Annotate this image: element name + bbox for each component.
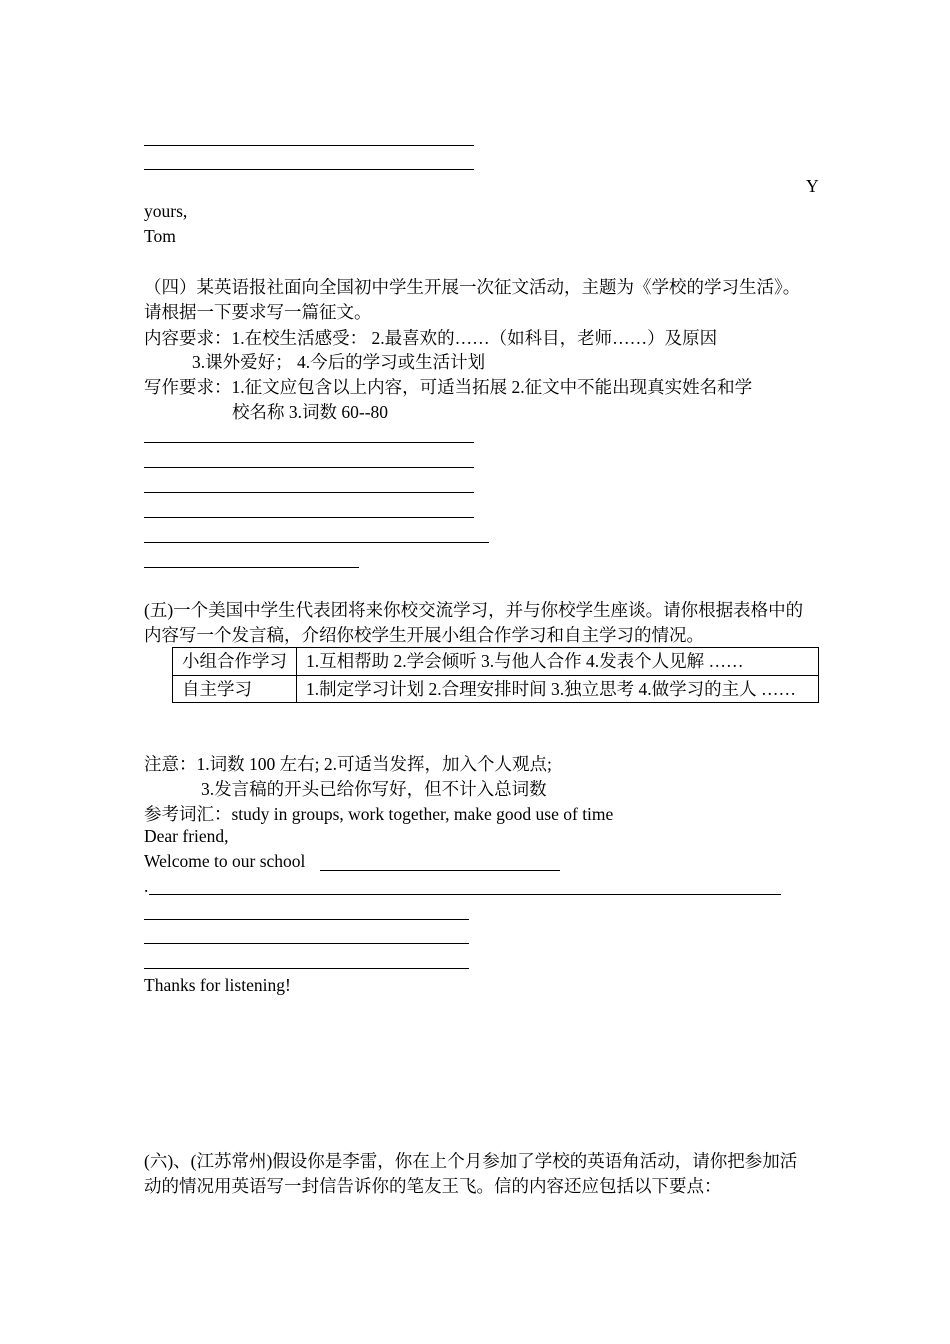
answer-line [320,870,560,871]
table-row [173,648,819,676]
section4-writing-req-2: 校名称 3.词数 60--80 [232,402,389,422]
answer-line [144,169,474,170]
answer-line [149,894,781,895]
section5-note-1: 注意：1.词数 100 左右; 2.可适当发挥，加入个人观点; [144,754,552,774]
table-cell-content: 1.互相帮助 2.学会倾听 3.与他人合作 4.发表个人见解 …… [297,648,819,676]
letter-closing-y: Y [806,176,819,196]
section5-period: . [144,876,149,896]
letter-closing-yours: yours, [144,201,188,221]
section5-intro: (五)一个美国中学生代表团将来你校交流学习，并与你校学生座谈。请你根据表格中的内容写一个发言稿，介绍你校学生开展小组合作学习和自主学习的情况。 [144,600,804,645]
section4-writing-req-1: 写作要求：1.征文应包含以上内容，可适当拓展 2.征文中不能出现真实姓名和学 [144,377,753,397]
answer-line [144,567,359,568]
section5-greeting: Dear friend, [144,826,229,846]
section5-note-2: 3.发言稿的开头已给你写好，但不计入总词数 [201,779,547,799]
answer-line [144,492,474,493]
answer-line [144,517,474,518]
table-cell-label: 小组合作学习 [173,648,297,676]
section4-content-req-1: 内容要求：1.在校生活感受： 2.最喜欢的……（如科目，老师……）及原因 [144,328,718,348]
answer-line [144,442,474,443]
answer-line [144,919,469,920]
section5-vocab: 参考词汇：study in groups, work together, make good use of time [144,804,614,824]
answer-line [144,467,474,468]
table-row [173,675,819,703]
section4-content-req-2: 3.课外爱好； 4.今后的学习或生活计划 [192,352,486,372]
section6-intro: (六)、(江苏常州)假设你是李雷，你在上个月参加了学校的英语角活动，请你把参加活动的情况用英语写一封信告诉你的笔友王飞。信的内容还应包括以下要点： [144,1151,798,1196]
section5-closing: Thanks for listening! [144,975,291,995]
info-table [172,647,819,703]
answer-line [144,968,469,969]
answer-line [144,145,474,146]
answer-line [144,943,469,944]
letter-signature: Tom [144,226,176,246]
table-cell-content: 1.制定学习计划 2.合理安排时间 3.独立思考 4.做学习的主人 …… [297,675,819,703]
table-cell-label: 自主学习 [173,675,297,703]
section4-intro: （四）某英语报社面向全国初中学生开展一次征文活动，主题为《学校的学习生活》。请根据一下要求写一篇征文。 [144,277,801,322]
answer-line [144,542,489,543]
section5-welcome: Welcome to our school [144,851,306,871]
